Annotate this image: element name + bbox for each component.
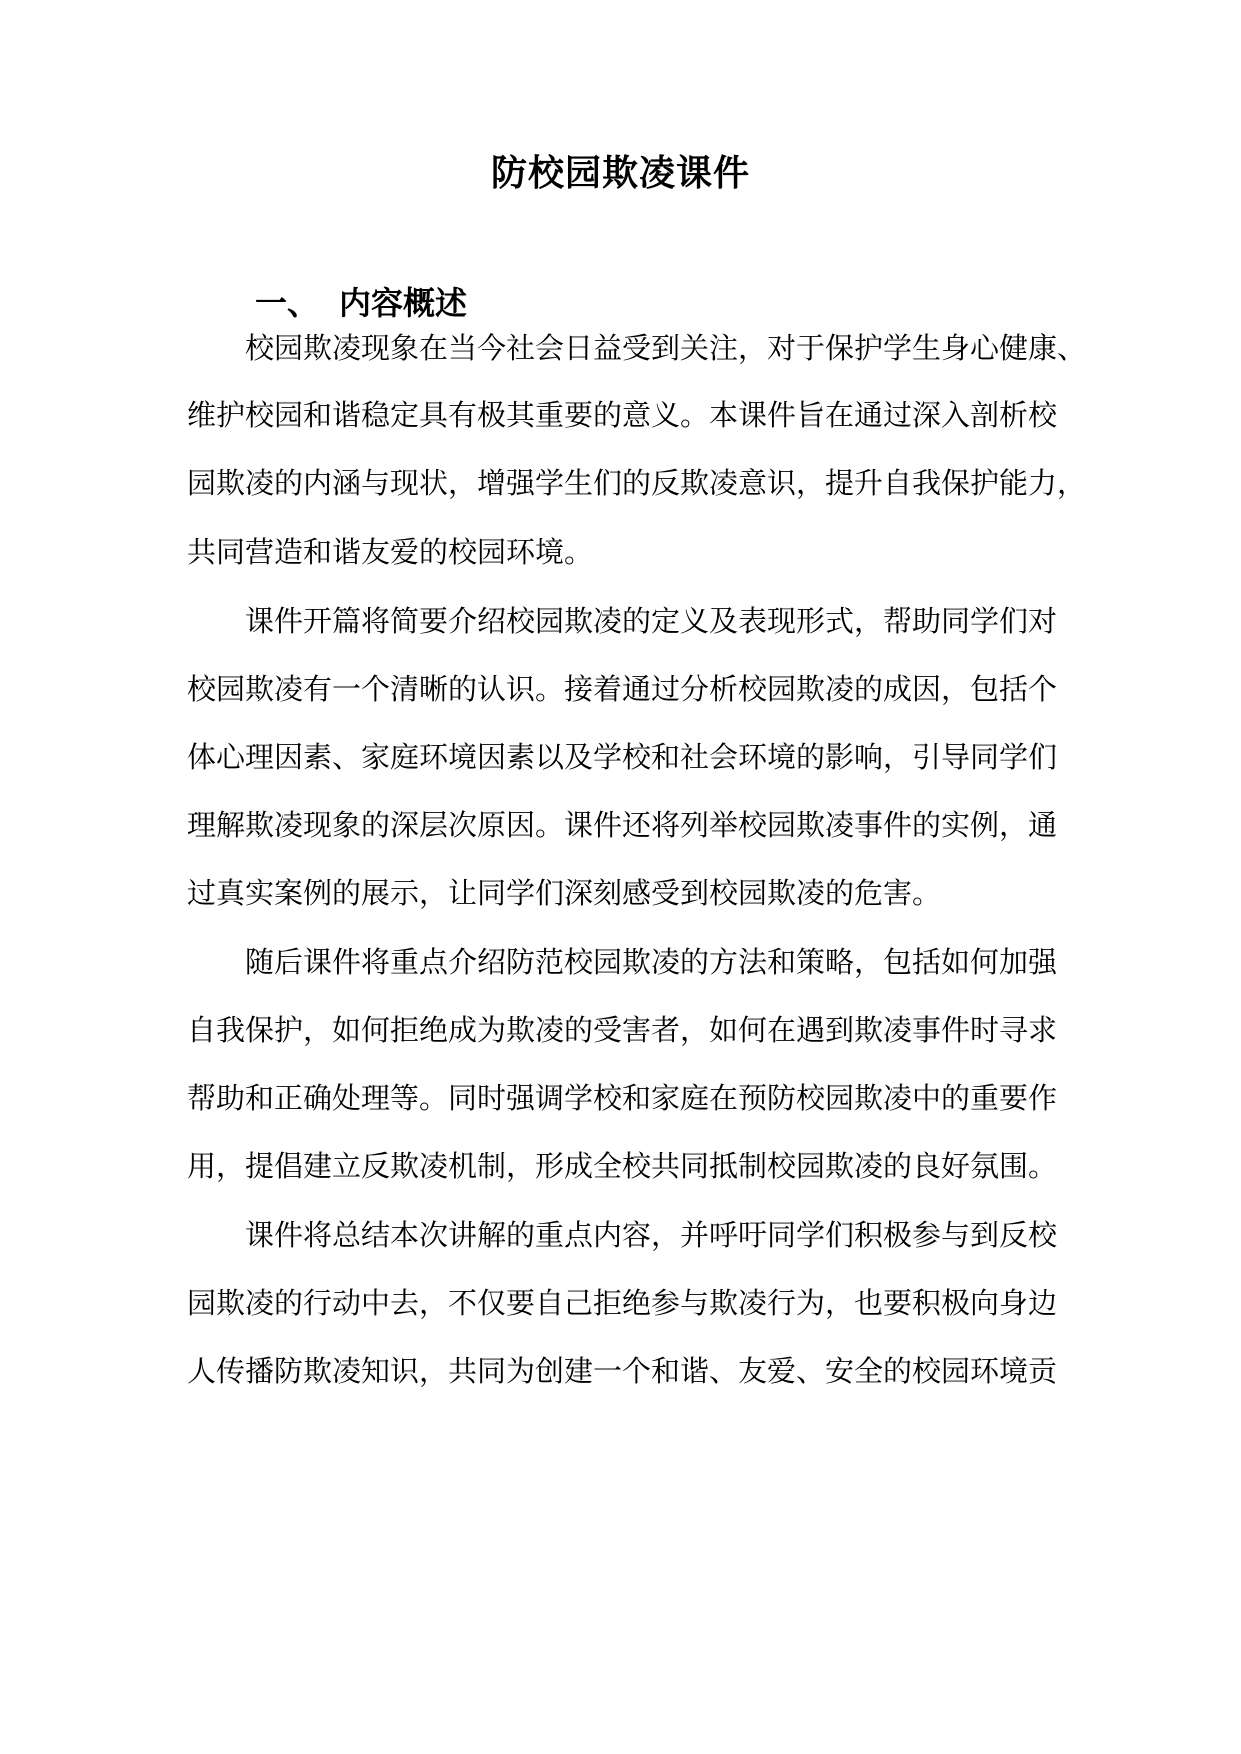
section-number: 一、 bbox=[255, 284, 320, 322]
paragraph-line: 随后课件将重点介绍防范校园欺凌的方法和策略，包括如何加强 bbox=[245, 945, 1058, 979]
paragraph-line: 园欺凌的行动中去，不仅要自己拒绝参与欺凌行为，也要积极向身边 bbox=[187, 1286, 1058, 1320]
paragraph-line: 帮助和正确处理等。同时强调学校和家庭在预防校园欺凌中的重要作 bbox=[187, 1081, 1058, 1115]
paragraph-line: 校园欺凌现象在当今社会日益受到关注，对于保护学生身心健康、 bbox=[245, 331, 1087, 365]
paragraph-line: 园欺凌的内涵与现状，增强学生们的反欺凌意识，提升自我保护能力， bbox=[187, 466, 1087, 500]
document-title: 防校园欺凌课件 bbox=[490, 152, 750, 194]
paragraph-line: 维护校园和谐稳定具有极其重要的意义。本课件旨在通过深入剖析校 bbox=[187, 398, 1058, 432]
section-heading bbox=[255, 278, 467, 328]
paragraph-line: 理解欺凌现象的深层次原因。课件还将列举校园欺凌事件的实例，通 bbox=[187, 808, 1058, 842]
paragraph-line: 体心理因素、家庭环境因素以及学校和社会环境的影响，引导同学们 bbox=[187, 740, 1058, 774]
paragraph-line: 共同营造和谐友爱的校园环境。 bbox=[187, 535, 594, 569]
paragraph-line: 课件开篇将简要介绍校园欺凌的定义及表现形式，帮助同学们对 bbox=[245, 604, 1058, 638]
paragraph-line: 用，提倡建立反欺凌机制，形成全校共同抵制校园欺凌的良好氛围。 bbox=[187, 1149, 1058, 1183]
section-title: 内容概述 bbox=[339, 284, 468, 322]
paragraph-line: 校园欺凌有一个清晰的认识。接着通过分析校园欺凌的成因，包括个 bbox=[187, 672, 1058, 706]
paragraph-line: 自我保护，如何拒绝成为欺凌的受害者，如何在遇到欺凌事件时寻求 bbox=[187, 1013, 1058, 1047]
paragraph-line: 课件将总结本次讲解的重点内容，并呼吁同学们积极参与到反校 bbox=[245, 1218, 1058, 1252]
paragraph-line: 过真实案例的展示，让同学们深刻感受到校园欺凌的危害。 bbox=[187, 876, 942, 910]
paragraph-line: 人传播防欺凌知识，共同为创建一个和谐、友爱、安全的校园环境贡 bbox=[187, 1354, 1058, 1388]
